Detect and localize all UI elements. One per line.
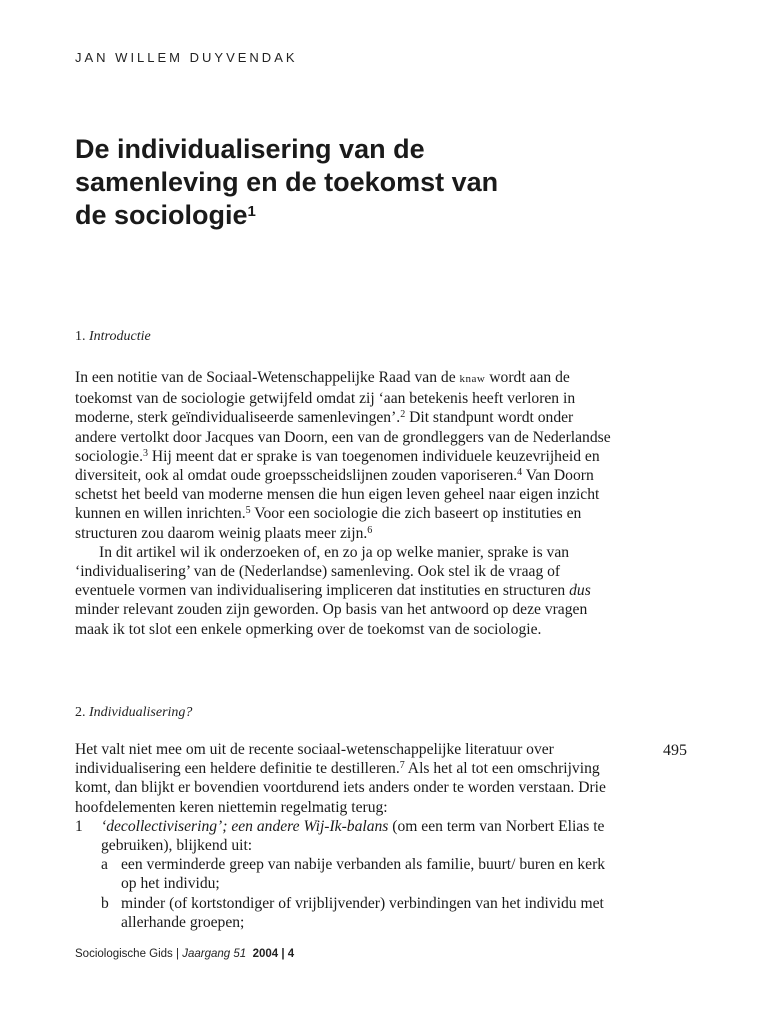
section-heading-introductie bbox=[75, 329, 151, 345]
journal-year: 2004 bbox=[252, 948, 279, 960]
section-number: 1. bbox=[75, 329, 86, 344]
list-item bbox=[75, 817, 615, 855]
sub-list-letter: b bbox=[101, 894, 109, 912]
paragraph bbox=[75, 740, 615, 817]
footnote-ref[interactable]: 7 bbox=[399, 760, 405, 772]
sub-list-item bbox=[75, 855, 615, 893]
list-item-text: (om een term van Norbert Elias te gebruiken), blijkend uit: bbox=[101, 817, 605, 855]
title-footnote-ref[interactable]: 1 bbox=[247, 203, 256, 220]
text-run: Als het al tot een omschrijving komt, dan blijkt er bovendien voortdurend iets anders onder te worden verstaan. Drie hoofdelementen keren niettemin regelmatig terug: bbox=[75, 760, 606, 816]
footnote-ref[interactable]: 5 bbox=[245, 505, 251, 517]
author-name: JAN WILLEM DUYVENDAK bbox=[75, 50, 298, 65]
footer-separator: | bbox=[176, 948, 180, 960]
text-run: wordt aan de toekomst van de sociologie getwijfeld omdat zij ‘aan betekenis heeft verloren in moderne, sterk geïndividualiseerde samenlevingen’. bbox=[75, 369, 576, 427]
journal-name: Sociologische Gids bbox=[75, 948, 173, 960]
page-number: 495 bbox=[663, 742, 687, 759]
list-item-italic: ‘decollectivisering’; een andere Wij-Ik-balans bbox=[101, 817, 389, 835]
sub-list-text: een verminderde greep van nabije verbanden als familie, buurt/ buren en kerk op het individu; bbox=[121, 856, 606, 893]
article-title bbox=[75, 133, 535, 232]
footnote-ref[interactable]: 3 bbox=[143, 447, 148, 459]
paragraph bbox=[75, 543, 615, 639]
paragraph bbox=[75, 368, 615, 543]
footnote-ref[interactable]: 6 bbox=[367, 524, 373, 536]
section-individualisering-body bbox=[75, 740, 615, 932]
footnote-ref[interactable]: 2 bbox=[400, 409, 406, 421]
text-run: In een notitie van de Sociaal-Wetenschappelijke Raad van de bbox=[75, 369, 460, 386]
sub-list-item bbox=[75, 894, 615, 932]
page-footer bbox=[75, 948, 294, 960]
text-run: minder relevant zouden zijn geworden. Op basis van het antwoord op deze vragen maak ik tot slot een enkele opmerking over de toekomst van de sociologie. bbox=[75, 601, 588, 638]
journal-issue: 4 bbox=[287, 948, 295, 960]
element-list bbox=[75, 817, 615, 932]
footer-separator: | bbox=[281, 948, 285, 960]
text-run: In dit artikel wil ik onderzoeken of, en zo ja op welke manier, sprake is van ‘individualisering’ van de (Nederlandse) samenleving. Ook stel ik de vraag of eventuele vormen van individualisering impliceren dat instituties en structuren bbox=[75, 543, 570, 600]
list-number: 1 bbox=[75, 817, 83, 835]
sub-list-text: minder (of kortstondiger of vrijblijvender) verbindingen van het individu met allerhande groepen; bbox=[121, 894, 604, 931]
section-label: Individualisering? bbox=[89, 705, 193, 720]
sub-list-letter: a bbox=[101, 856, 108, 874]
text-run: Dit standpunt wordt onder andere vertolkt door Jacques van Doorn, een van de grondleggers van de Nederlandse sociologie. bbox=[75, 409, 611, 465]
section-label: Introductie bbox=[89, 329, 151, 344]
article-title-text: De individualisering van de samenleving en de toekomst van de sociologie bbox=[75, 134, 499, 230]
text-run: Hij meent dat er sprake is van toegenomen individuele keuzevrijheid en diversiteit, ook al omdat oude groepsscheidslijnen zouden vaporiseren. bbox=[75, 447, 600, 485]
text-run: Voor een sociologie die zich baseert op instituties en structuren zou daarom weinig plaats meer zijn. bbox=[75, 505, 582, 542]
journal-volume: Jaargang 51 bbox=[182, 948, 247, 960]
section-number: 2. bbox=[75, 705, 86, 720]
section-introductie-body bbox=[75, 368, 615, 639]
emphasis-dus: dus bbox=[569, 582, 591, 600]
text-run: Van Doorn schetst het beeld van moderne mensen die hun eigen leven geheel naar eigen inzicht kunnen en willen inrichten. bbox=[75, 467, 600, 523]
section-heading-individualisering bbox=[75, 705, 192, 721]
text-run: Het valt niet mee om uit de recente sociaal-wetenschappelijke literatuur over individualisering een heldere definitie te destilleren. bbox=[75, 741, 554, 778]
abbr-knaw: knaw bbox=[459, 373, 486, 385]
footnote-ref[interactable]: 4 bbox=[517, 467, 523, 479]
